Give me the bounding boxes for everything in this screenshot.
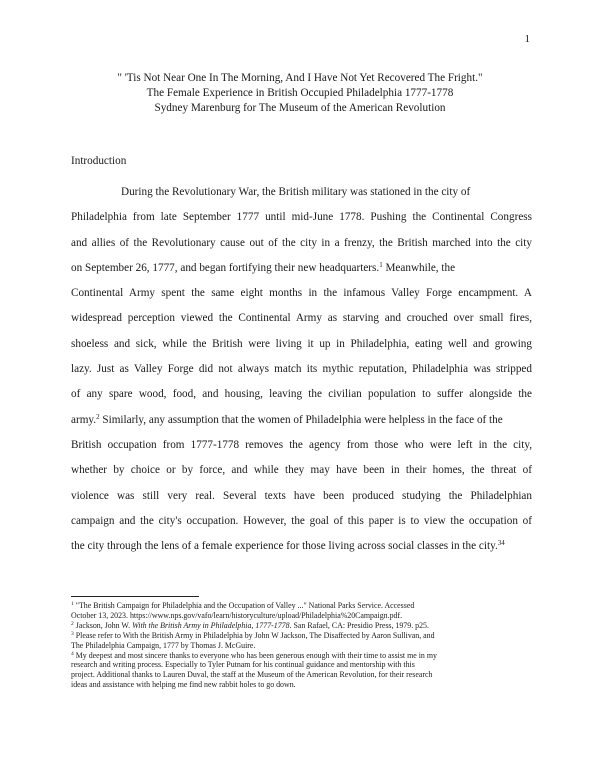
title-block xyxy=(60,71,540,116)
footnote-3: $^3$ Please refer to With the British Army in Philadelphia by John W Jackson, The Disaffected by Aaron Sullivan, and xyxy=(71,630,435,640)
body-line: on September 26, 1777, and began fortifying their new headquarters.$^1$ Meanwhile, the xyxy=(71,260,456,274)
body-line: shoeless and sick, while the British were living it up in Philadelphia, eating well and growing xyxy=(71,337,532,350)
body-line: British occupation from 1777-1778 removes the agency from those who were left in the city, xyxy=(71,438,532,451)
body-paragraph xyxy=(71,180,532,559)
body-line: and allies of the Revolutionary cause out of the city in a frenzy, the British marched into the city xyxy=(71,236,532,249)
book-title: With the British Army in Philadelphia, 1777-1778 xyxy=(132,620,290,630)
footnote-ref[interactable]: 2 xyxy=(96,412,100,421)
footnote-4-cont: research and writing process. Especially to Tyler Putnam for his continual guidance and mentorship with this xyxy=(71,660,415,670)
footnote-number: 3 xyxy=(71,630,74,637)
body-line: the city through the lens of a female experience for those living across social classes in the city.$^{34}$ xyxy=(71,539,505,553)
body-line: army.$^2$ Similarly, any assumption that the women of Philadelphia were helpless in the face of the xyxy=(71,412,503,426)
title-subtitle: The Female Experience in British Occupied Philadelphia 1777-1778 xyxy=(146,87,454,99)
footnote-ref[interactable]: 34 xyxy=(497,539,505,548)
section-heading: Introduction xyxy=(71,155,127,167)
footnote-number: 1 xyxy=(71,601,74,607)
body-line: lazy. Just as Valley Forge did not always match its mythic reputation, Philadelphia was stripped xyxy=(71,363,532,376)
body-line: widespread perception viewed the Continental Army as starving and crouched over small fires, xyxy=(71,312,532,325)
footnote-number: 4 xyxy=(71,650,74,657)
body-line: of any spare wood, food, and housing, leaving the civilian population to suffer alongside the xyxy=(71,388,532,401)
body-line: whether by choice or by force, and while they may have been in their homes, the threat of xyxy=(71,464,532,477)
title-quote: " 'Tis Not Near One In The Morning, And I Have Not Yet Recovered The Fright." xyxy=(117,72,483,84)
body-line: campaign and the city's occupation. However, the goal of this paper is to view the occupation of xyxy=(71,514,532,527)
body-line: During the Revolutionary War, the British military was stationed in the city of xyxy=(121,186,471,198)
page-number: 1 xyxy=(524,33,530,45)
footnote-3-cont: The Philadelphia Campaign, 1777 by Thomas J. McGuire. xyxy=(71,640,256,650)
footnote-4: $^4$ My deepest and most sincere thanks to everyone who has been generous enough with their time to assist me in my xyxy=(71,650,437,660)
title-author: Sydney Marenburg for The Museum of the American Revolution xyxy=(154,102,446,114)
body-line: Philadelphia from late September 1777 until mid-June 1778. Pushing the Continental Congress xyxy=(71,211,532,224)
footnote-4-cont: ideas and assistance with helping me find new rabbit holes to go down. xyxy=(71,680,296,690)
footnote-2: $^2$ Jackson, John W. With the British Army in Philadelphia, 1777-1778. San Rafael, CA: Presidio Press, 1979. p25. xyxy=(71,620,429,630)
footnote-1-cont: October 13, 2023. https://www.nps.gov/vafo/learn/historyculture/upload/Philadelphia%20Campaign.pdf. xyxy=(71,610,403,620)
footnote-divider xyxy=(71,596,199,597)
footnotes xyxy=(71,601,534,690)
body-line: violence was still very real. Several texts have been produced studying the Philadelphian xyxy=(71,489,532,502)
footnote-ref[interactable]: 1 xyxy=(379,260,383,269)
footnote-number: 2 xyxy=(71,620,74,627)
footnote-1: $^1$ "The British Campaign for Philadelphia and the Occupation of Valley ..." National Parks Service. Accessed xyxy=(71,601,415,610)
footnote-4-cont: project. Additional thanks to Lauren Duval, the staff at the Museum of the American Revolution, for their research xyxy=(71,670,433,680)
body-line: Continental Army spent the same eight months in the infamous Valley Forge encampment. A xyxy=(71,287,532,300)
